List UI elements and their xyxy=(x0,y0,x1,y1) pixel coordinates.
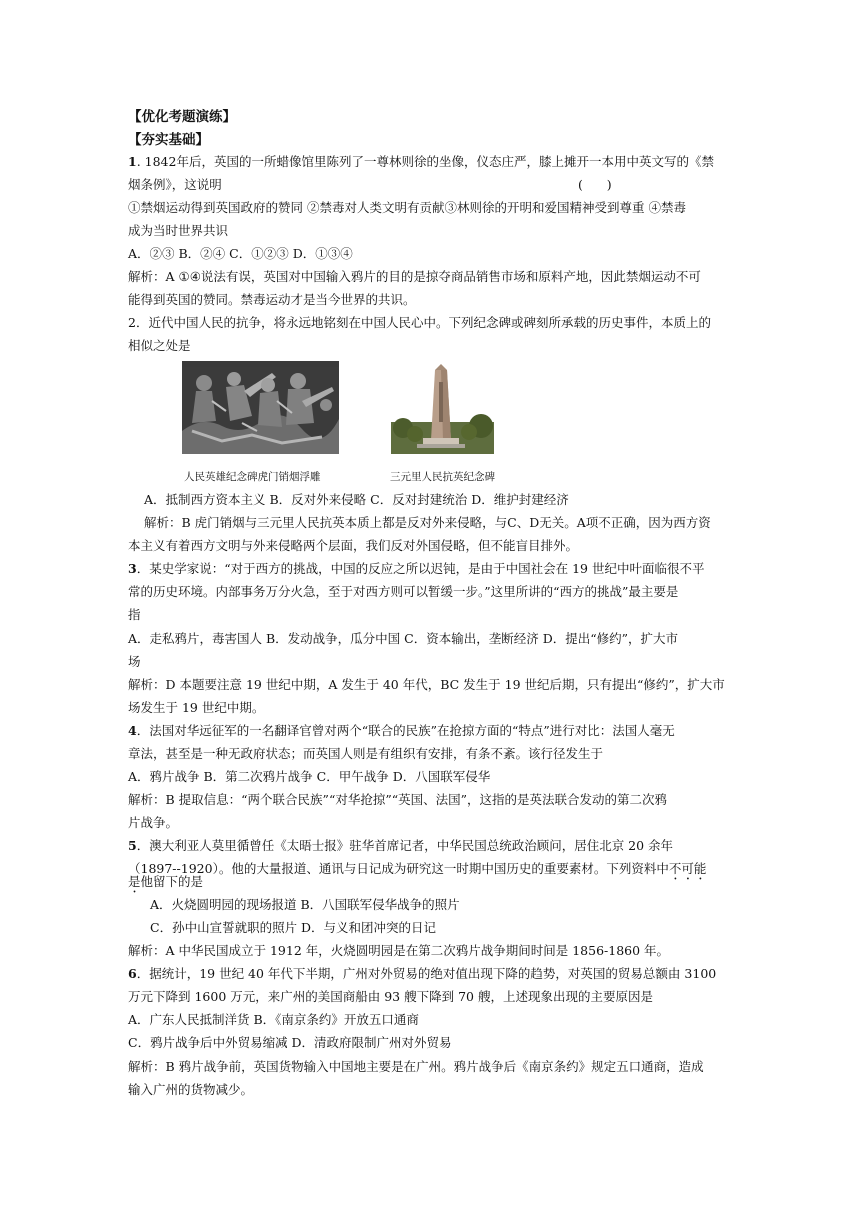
q3-options-line1: A．走私鸦片，毒害国人 B．发动战争，瓜分中国 C．资本输出，垄断经济 D．提出“修约”，扩大市 xyxy=(128,631,679,646)
q1-stem-line1: 1. 1842年后，英国的一所蜡像馆里陈列了一尊林则徐的坐像，仪态庄严，膝上摊开一本用中英文写的《禁 xyxy=(128,154,714,169)
q4-explanation-line1: 解析：B 提取信息：“两个联合民族”“对华抢掠”“英国、法国”，这指的是英法联合发动的第二次鸦 xyxy=(128,792,668,807)
section-heading-optimize: 【优化考题演练】 xyxy=(128,109,236,125)
q1-stem-line2: 烟条例》，这说明 xyxy=(128,177,222,192)
q3-stem-line2: 常的历史环境。内部事务万分火急，至于对西方则可以暂缓一步。”这里所讲的“西方的挑战”最主要是 xyxy=(128,584,679,599)
caption-monument: 三元里人民抗英纪念碑 xyxy=(390,471,495,483)
q5-options-line2: C．孙中山宣誓就职的照片 D．与义和团冲突的日记 xyxy=(150,920,437,935)
q3-explanation-line2: 场发生于 19 世纪中期。 xyxy=(128,700,265,715)
q3-options-line2: 场 xyxy=(128,654,141,669)
q1-explanation-line2: 能得到英国的赞同。禁毒运动才是当今世界的共识。 xyxy=(128,292,416,307)
q5-stem-line3: 是他留下的是 xyxy=(128,874,204,889)
q1-options: A．②③ B．②④ C．①②③ D．①③④ xyxy=(128,246,353,261)
q2-explanation-line2: 本主义有着西方文明与外来侵略两个层面，我们反对外国侵略，但不能盲目排外。 xyxy=(128,538,579,553)
monument-image xyxy=(391,362,494,454)
q5-options-line1: A．火烧圆明园的现场报道 B．八国联军侵华战争的照片 xyxy=(150,897,460,912)
q5-stem-line1: 5．澳大利亚人莫里循曾任《太晤士报》驻华首席记者，中华民国总统政治顾问，居住北京 20 余年 xyxy=(128,838,674,853)
q6-explanation-line1: 解析：B 鸦片战争前，英国货物输入中国地主要是在广州。鸦片战争后《南京条约》规定五口通商，造成 xyxy=(128,1059,704,1074)
q2-stem-line1: 2．近代中国人民的抗争，将永远地铭刻在中国人民心中。下列纪念碑或碑刻所承载的历史事件，本质上的 xyxy=(128,315,711,330)
q4-stem-line2: 章法，甚至是一种无政府状态；而英国人则是有组织有安排，有条不紊。该行径发生于 xyxy=(128,746,604,761)
caption-relief: 人民英雄纪念碑虎门销烟浮雕 xyxy=(184,471,321,483)
q2-stem-line2: 相似之处是 xyxy=(128,338,191,353)
q4-options: A．鸦片战争 B．第二次鸦片战争 C．甲午战争 D．八国联军侵华 xyxy=(128,769,491,784)
q2-explanation-line1: 解析：B 虎门销烟与三元里人民抗英本质上都是反对外来侵略，与C、D无关。A项不正确，因为西方资 xyxy=(144,515,711,530)
q3-explanation-line1: 解析：D 本题要注意 19 世纪中期，A 发生于 40 年代，BC 发生于 19 世纪后期，只有提出“修约”，扩大市 xyxy=(128,677,725,692)
section-heading-foundation: 【夯实基础】 xyxy=(128,132,209,148)
q6-stem-line2: 万元下降到 1600 万元，来广州的美国商船由 93 艘下降到 70 艘，上述现象出现的主要原因是 xyxy=(128,989,653,1004)
q2-options: A．抵制西方资本主义 B．反对外来侵略 C．反对封建统治 D．维护封建经济 xyxy=(144,492,569,507)
emphasized-not-possible: 不可能 xyxy=(668,861,707,876)
q3-stem-line1: 3．某史学家说：“对于西方的挑战，中国的反应之所以迟钝，是由于中国社会在 19 世纪中叶面临很不平 xyxy=(128,561,705,576)
q1-answer-parentheses: ( ) xyxy=(578,177,612,192)
relief-photo xyxy=(182,361,339,454)
q6-options-line1: A．广东人民抵制洋货 B．《南京条约》开放五口通商 xyxy=(128,1012,419,1027)
q5-stem-line2: （1897--1920）。他的大量报道、通讯与日记成为研究这一时期中国历史的重要素材。下列资料中不可能 xyxy=(128,861,707,876)
q1-explanation-line1: 解析：A ①④说法有误，英国对中国输入鸦片的目的是掠夺商品销售市场和原料产地，因此禁烟运动不可 xyxy=(128,269,701,284)
q6-explanation-line2: 输入广州的货物减少。 xyxy=(128,1082,254,1097)
q4-stem-line1: 4．法国对华远征军的一名翻译官曾对两个“联合的民族”在抢掠方面的“特点”进行对比：法国人毫无 xyxy=(128,723,675,738)
q3-stem-line3: 指 xyxy=(128,607,141,622)
q1-statements-line2: 成为当时世界共识 xyxy=(128,223,229,238)
q6-stem-line1: 6．据统计，19 世纪 40 年代下半期，广州对外贸易的绝对值出现下降的趋势，对英国的贸易总额由 3100 xyxy=(128,966,717,981)
q5-explanation: 解析：A 中华民国成立于 1912 年，火烧圆明园是在第二次鸦片战争期间时间是 1856-1860 年。 xyxy=(128,943,670,958)
q1-statements-line1: ①禁烟运动得到英国政府的赞同 ②禁毒对人类文明有贡献③林则徐的开明和爱国精神受到尊重 ④禁毒 xyxy=(128,200,686,215)
q6-options-line2: C．鸦片战争后中外贸易缩减 D．清政府限制广州对外贸易 xyxy=(128,1035,452,1050)
q4-explanation-line2: 片战争。 xyxy=(128,815,179,830)
relief-image xyxy=(182,361,339,454)
monument-photo xyxy=(391,362,494,454)
